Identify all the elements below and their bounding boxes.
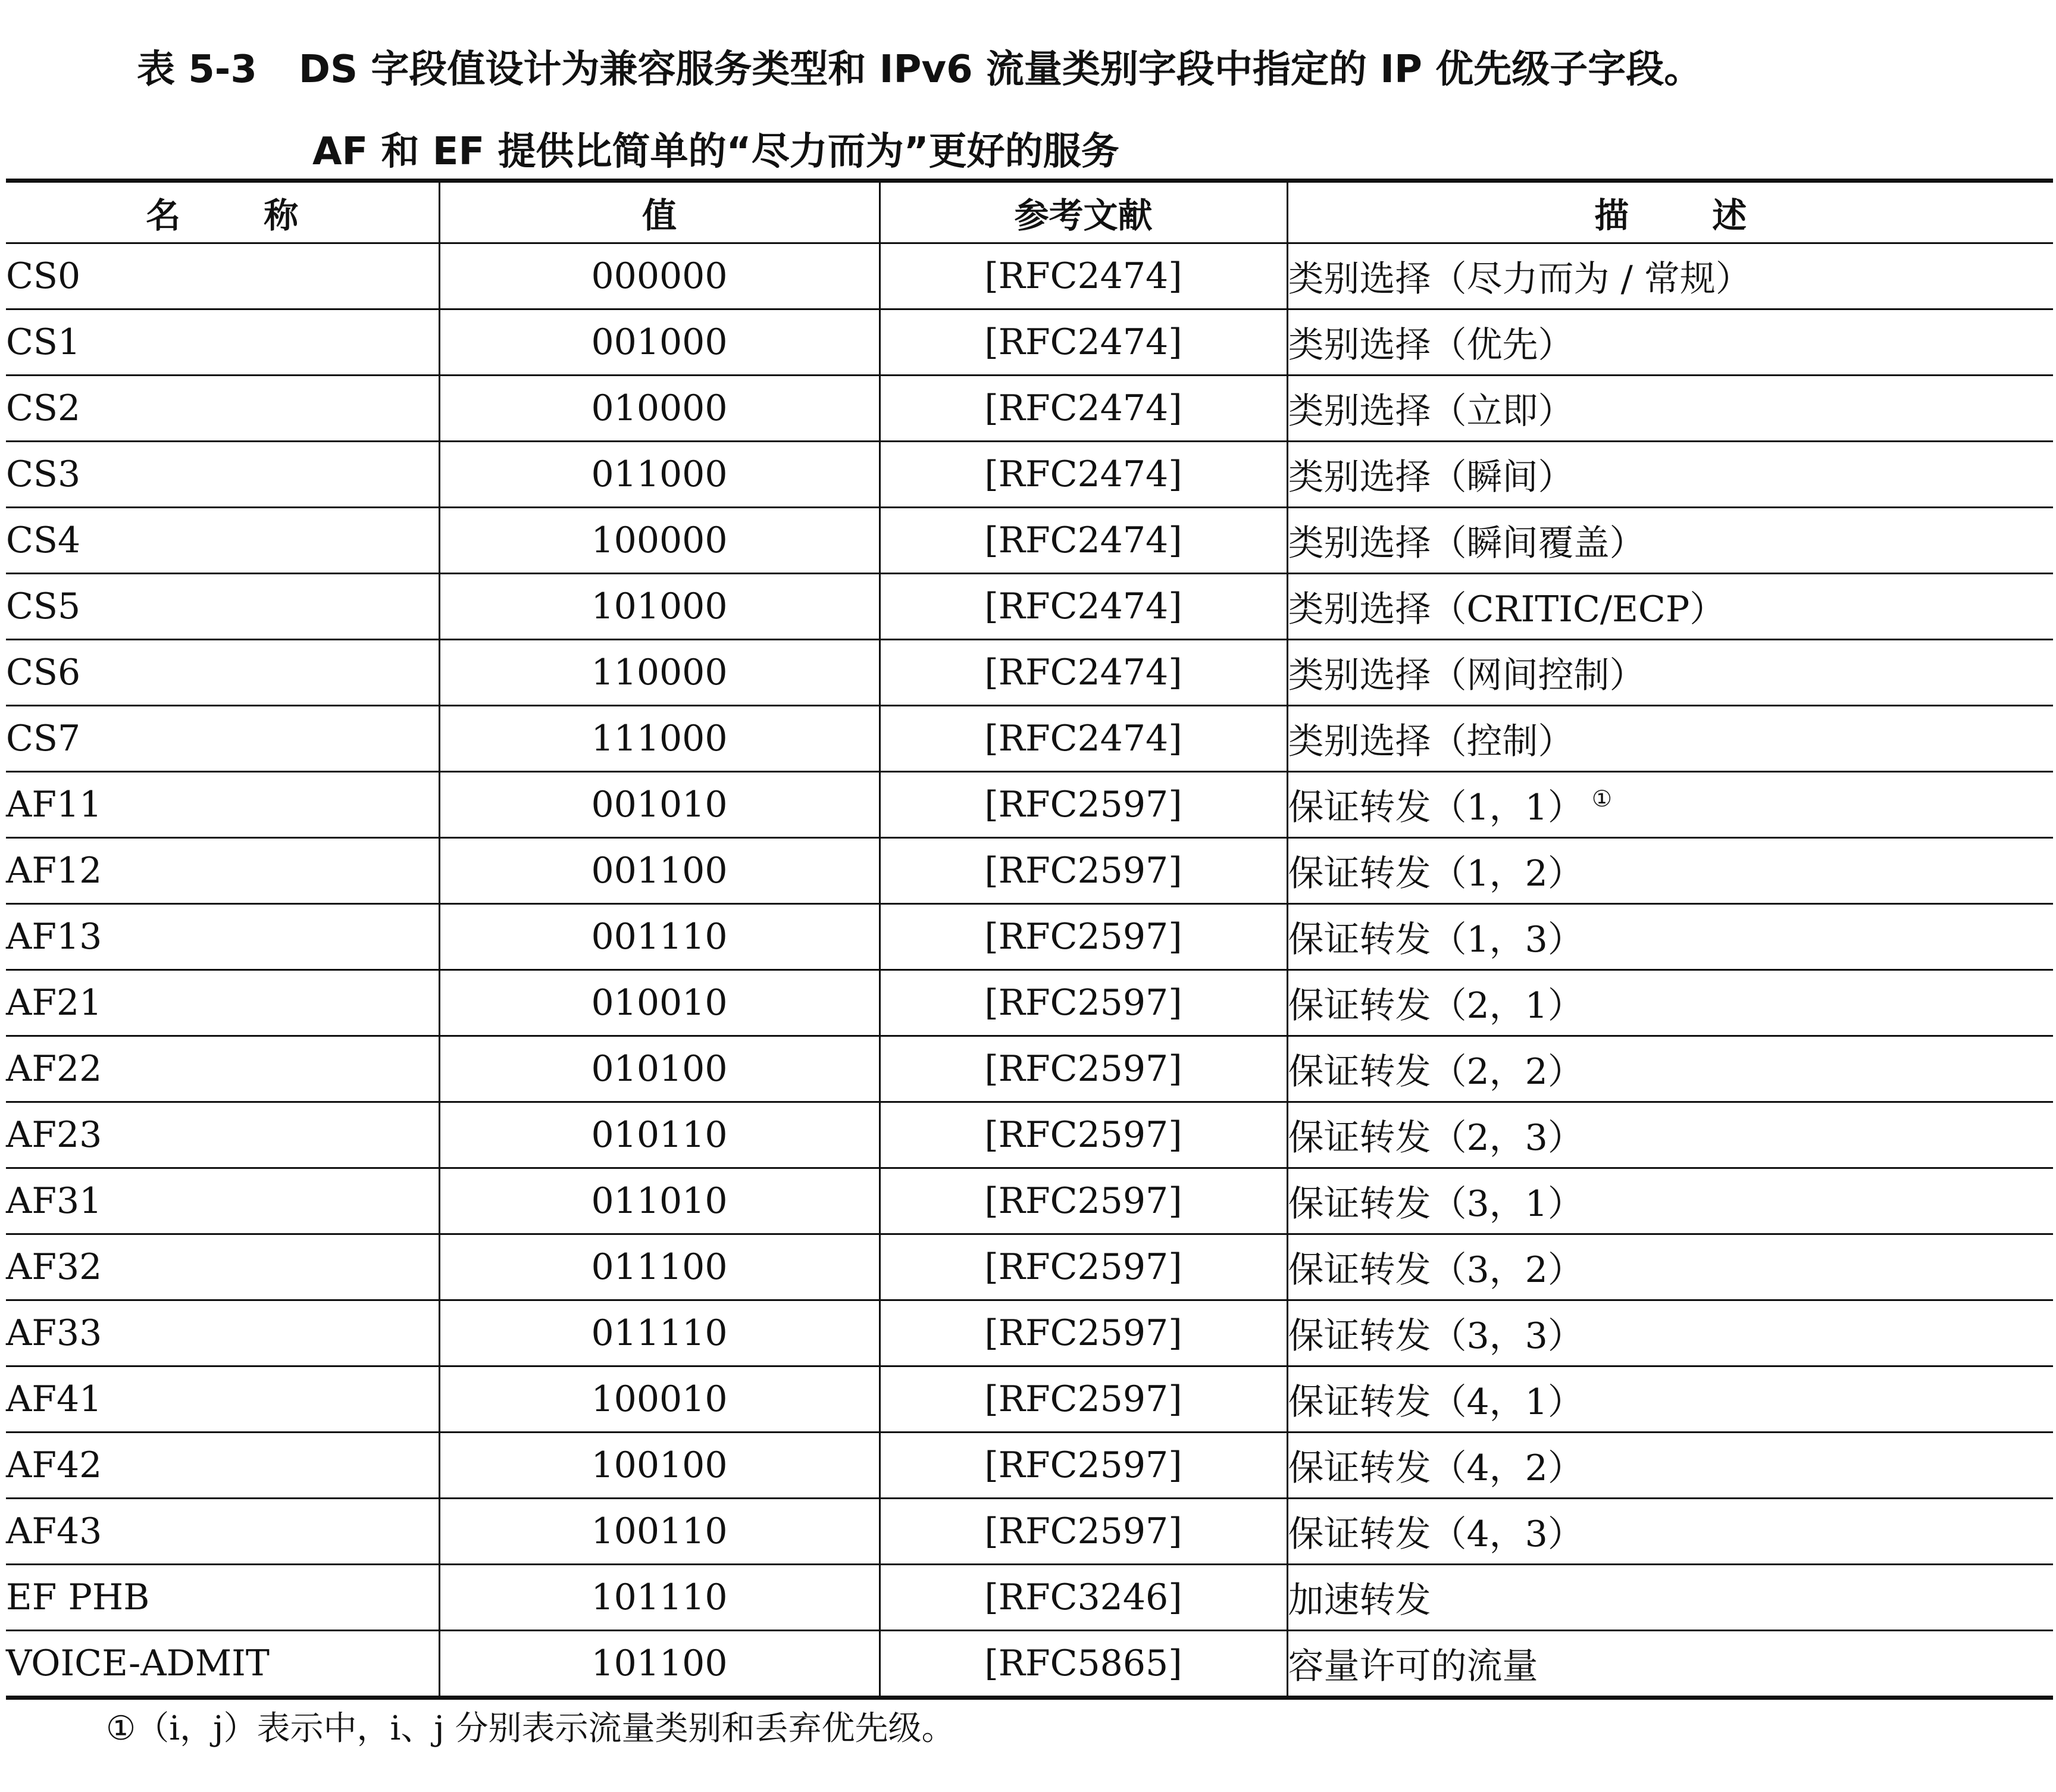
cell-reference (880, 574, 1287, 640)
header-name: 名称 (6, 181, 439, 243)
cell-value (439, 1300, 880, 1366)
table-row (6, 574, 2053, 640)
cell-reference-text: [RFC2474] (984, 255, 1182, 297)
cell-reference (880, 1499, 1287, 1565)
cell-name-text: AF32 (6, 1246, 102, 1288)
cell-value-text: 011110 (591, 1312, 728, 1354)
header-description: 描述 (1287, 181, 2053, 243)
table-row (6, 1433, 2053, 1499)
cell-name-text: AF31 (6, 1180, 102, 1222)
cell-value-text: 010010 (591, 982, 728, 1024)
cell-reference (880, 309, 1287, 376)
cell-reference-text: [RFC2474] (984, 652, 1182, 693)
cell-reference (880, 1433, 1287, 1499)
cell-description (1287, 1036, 2053, 1102)
cell-name (6, 574, 439, 640)
table-row (6, 1234, 2053, 1300)
cell-description (1287, 1234, 2053, 1300)
table-row (6, 1300, 2053, 1366)
cell-value (439, 574, 880, 640)
cell-reference-text: [RFC3246] (984, 1577, 1182, 1618)
cell-description (1287, 904, 2053, 970)
cell-value-text: 100000 (591, 520, 728, 561)
table-row (6, 1631, 2053, 1698)
cell-description-text: 保证转发（3，1） (1288, 1183, 1584, 1225)
cell-name-text: AF21 (6, 982, 102, 1024)
cell-name-text: AF22 (6, 1048, 102, 1090)
cell-description (1287, 376, 2053, 442)
cell-value (439, 904, 880, 970)
cell-value-text: 010110 (591, 1114, 728, 1156)
cell-description (1287, 1168, 2053, 1234)
table-row (6, 508, 2053, 574)
cell-value-text: 010000 (591, 387, 728, 429)
cell-value (439, 1433, 880, 1499)
cell-name (6, 243, 439, 309)
cell-reference-text: [RFC2597] (984, 850, 1182, 892)
cell-value-text: 101000 (591, 586, 728, 627)
cell-reference-text: [RFC2597] (984, 1048, 1182, 1090)
cell-description-text: 类别选择（CRITIC/ECP） (1288, 589, 1726, 630)
cell-name (6, 508, 439, 574)
cell-value (439, 243, 880, 309)
cell-name-text: AF23 (6, 1114, 102, 1156)
cell-name (6, 376, 439, 442)
cell-reference-text: [RFC2597] (984, 1510, 1182, 1552)
cell-name (6, 1366, 439, 1433)
cell-name (6, 772, 439, 838)
cell-reference-text: [RFC2597] (984, 1246, 1182, 1288)
cell-value-text: 100010 (591, 1378, 728, 1420)
cell-description-text: 类别选择（尽力而为 / 常规） (1288, 258, 1751, 300)
ds-field-table (6, 179, 2053, 1700)
cell-value (439, 376, 880, 442)
cell-value (439, 772, 880, 838)
cell-name (6, 1102, 439, 1168)
cell-reference-text: [RFC2474] (984, 520, 1182, 561)
cell-name-text: CS3 (6, 454, 81, 495)
cell-value (439, 640, 880, 706)
cell-reference (880, 1366, 1287, 1433)
cell-reference-text: [RFC2597] (984, 1312, 1182, 1354)
cell-value (439, 1631, 880, 1698)
cell-reference-text: [RFC2597] (984, 1378, 1182, 1420)
cell-value-text: 010100 (591, 1048, 728, 1090)
cell-description (1287, 970, 2053, 1036)
cell-description-text: 保证转发（3，2） (1288, 1249, 1584, 1291)
cell-reference (880, 772, 1287, 838)
cell-value (439, 442, 880, 508)
cell-description (1287, 838, 2053, 904)
cell-value (439, 1234, 880, 1300)
table-row (6, 1366, 2053, 1433)
table-body (6, 243, 2053, 1698)
cell-name (6, 1234, 439, 1300)
cell-name-text: CS6 (6, 652, 81, 693)
cell-name-text: EF PHB (6, 1577, 150, 1618)
cell-reference (880, 1168, 1287, 1234)
table-row (6, 706, 2053, 772)
cell-reference (880, 1565, 1287, 1631)
cell-description-text: 类别选择（瞬间） (1288, 456, 1574, 498)
cell-name (6, 442, 439, 508)
cell-value (439, 309, 880, 376)
cell-name (6, 640, 439, 706)
cell-name-text: AF13 (6, 916, 102, 958)
footnote: ①（i，j）表示中，i、j 分别表示流量类别和丢弃优先级。 (106, 1709, 955, 1748)
cell-name-text: CS4 (6, 520, 81, 561)
cell-description-text: 保证转发（1，2） (1288, 853, 1584, 895)
cell-description-text: 保证转发（4，2） (1288, 1447, 1584, 1489)
cell-value-text: 011010 (591, 1180, 728, 1222)
cell-description (1287, 1499, 2053, 1565)
cell-description (1287, 1102, 2053, 1168)
cell-value (439, 706, 880, 772)
cell-name-text: AF43 (6, 1510, 102, 1552)
cell-description-text: 保证转发（2，1） (1288, 985, 1584, 1027)
cell-description-text: 保证转发（1，1） (1288, 787, 1584, 828)
cell-description (1287, 1300, 2053, 1366)
cell-reference (880, 1102, 1287, 1168)
cell-name (6, 1499, 439, 1565)
cell-name (6, 838, 439, 904)
caption-number: 表 5-3 (137, 48, 257, 92)
table-row (6, 1499, 2053, 1565)
cell-reference-text: [RFC5865] (984, 1643, 1182, 1684)
caption-line-2: AF 和 EF 提供比简单的“尽力而为”更好的服务 (312, 130, 1119, 174)
cell-description (1287, 1433, 2053, 1499)
cell-reference (880, 1036, 1287, 1102)
table-row (6, 1168, 2053, 1234)
cell-reference (880, 904, 1287, 970)
cell-reference-text: [RFC2474] (984, 387, 1182, 429)
cell-description (1287, 508, 2053, 574)
cell-reference-text: [RFC2597] (984, 1180, 1182, 1222)
cell-description-text: 保证转发（4，1） (1288, 1381, 1584, 1423)
table-caption (137, 29, 2011, 193)
cell-description (1287, 1366, 2053, 1433)
cell-value-text: 100100 (591, 1444, 728, 1486)
cell-value-text: 101110 (591, 1577, 728, 1618)
table-row (6, 376, 2053, 442)
cell-value (439, 970, 880, 1036)
cell-name-text: CS0 (6, 255, 81, 297)
cell-reference-text: [RFC2474] (984, 321, 1182, 363)
cell-description-text: 类别选择（网间控制） (1288, 655, 1645, 696)
header-row (6, 181, 2053, 243)
cell-reference (880, 1300, 1287, 1366)
cell-reference-text: [RFC2597] (984, 1444, 1182, 1486)
cell-value (439, 1366, 880, 1433)
cell-reference-text: [RFC2597] (984, 982, 1182, 1024)
cell-name-text: AF41 (6, 1378, 102, 1420)
cell-reference-text: [RFC2474] (984, 718, 1182, 759)
cell-value-text: 000000 (591, 255, 728, 297)
cell-value-text: 011000 (591, 454, 728, 495)
cell-name (6, 309, 439, 376)
cell-reference-text: [RFC2597] (984, 1114, 1182, 1156)
cell-name-text: AF11 (6, 784, 102, 825)
cell-name (6, 1036, 439, 1102)
cell-name-text: CS1 (6, 321, 81, 363)
cell-name (6, 904, 439, 970)
cell-name-text: CS2 (6, 387, 81, 429)
table-row (6, 309, 2053, 376)
caption-title: DS 字段值设计为兼容服务类型和 IPv6 流量类别字段中指定的 IP 优先级子字段。 (298, 48, 1703, 92)
cell-value-text: 011100 (591, 1246, 728, 1288)
cell-reference (880, 838, 1287, 904)
cell-name-text: AF33 (6, 1312, 102, 1354)
cell-description-text: 保证转发（3，3） (1288, 1315, 1584, 1357)
cell-name (6, 1433, 439, 1499)
cell-value-text: 110000 (591, 652, 728, 693)
cell-description (1287, 243, 2053, 309)
cell-description-text: 保证转发（1，3） (1288, 919, 1584, 961)
cell-reference-text: [RFC2597] (984, 916, 1182, 958)
cell-reference-text: [RFC2597] (984, 784, 1182, 825)
cell-description (1287, 1565, 2053, 1631)
cell-reference (880, 243, 1287, 309)
cell-description (1287, 772, 2053, 838)
cell-value (439, 1102, 880, 1168)
cell-description-text: 保证转发（4，3） (1288, 1513, 1584, 1555)
cell-reference (880, 1234, 1287, 1300)
table-row (6, 1036, 2053, 1102)
table-row (6, 1565, 2053, 1631)
table-row (6, 772, 2053, 838)
cell-description (1287, 1631, 2053, 1698)
cell-description-text: 类别选择（控制） (1288, 721, 1574, 762)
footnote-marker: ① (1591, 786, 1612, 812)
cell-value (439, 838, 880, 904)
cell-reference-text: [RFC2474] (984, 586, 1182, 627)
cell-value (439, 1499, 880, 1565)
cell-value (439, 1565, 880, 1631)
cell-description-text: 加速转发 (1288, 1580, 1431, 1621)
cell-reference-text: [RFC2474] (984, 454, 1182, 495)
cell-reference (880, 442, 1287, 508)
cell-description-text: 容量许可的流量 (1288, 1646, 1538, 1687)
table-row (6, 243, 2053, 309)
cell-description-text: 类别选择（优先） (1288, 324, 1574, 366)
table-row (6, 640, 2053, 706)
cell-reference (880, 1631, 1287, 1698)
cell-name-text: CS5 (6, 586, 81, 627)
table-row (6, 904, 2053, 970)
cell-description (1287, 442, 2053, 508)
header-value: 值 (439, 181, 880, 243)
cell-description-text: 保证转发（2，2） (1288, 1051, 1584, 1093)
cell-value-text: 111000 (591, 718, 728, 759)
cell-name-text: AF12 (6, 850, 102, 892)
cell-name-text: CS7 (6, 718, 81, 759)
cell-reference (880, 508, 1287, 574)
cell-value-text: 001010 (591, 784, 728, 825)
cell-value (439, 1036, 880, 1102)
cell-name (6, 1565, 439, 1631)
cell-reference (880, 376, 1287, 442)
cell-description-text: 保证转发（2，3） (1288, 1117, 1584, 1159)
cell-name (6, 1631, 439, 1698)
table-row (6, 442, 2053, 508)
cell-description-text: 类别选择（立即） (1288, 390, 1574, 432)
cell-name-text: AF42 (6, 1444, 102, 1486)
cell-name-text: VOICE-ADMIT (6, 1643, 270, 1684)
table-row (6, 970, 2053, 1036)
cell-value-text: 001100 (591, 850, 728, 892)
cell-value (439, 1168, 880, 1234)
cell-description-text: 类别选择（瞬间覆盖） (1288, 523, 1645, 564)
cell-description (1287, 640, 2053, 706)
table-row (6, 1102, 2053, 1168)
header-reference: 参考文献 (880, 181, 1287, 243)
cell-value-text: 100110 (591, 1510, 728, 1552)
cell-value-text: 001110 (591, 916, 728, 958)
cell-description (1287, 706, 2053, 772)
table-row (6, 838, 2053, 904)
cell-name (6, 1300, 439, 1366)
cell-value-text: 001000 (591, 321, 728, 363)
cell-name (6, 970, 439, 1036)
cell-description (1287, 574, 2053, 640)
cell-reference (880, 640, 1287, 706)
caption-line-1 (137, 29, 2011, 111)
cell-name (6, 1168, 439, 1234)
cell-name (6, 706, 439, 772)
cell-description (1287, 309, 2053, 376)
cell-value (439, 508, 880, 574)
cell-reference (880, 706, 1287, 772)
cell-reference (880, 970, 1287, 1036)
cell-value-text: 101100 (591, 1643, 728, 1684)
